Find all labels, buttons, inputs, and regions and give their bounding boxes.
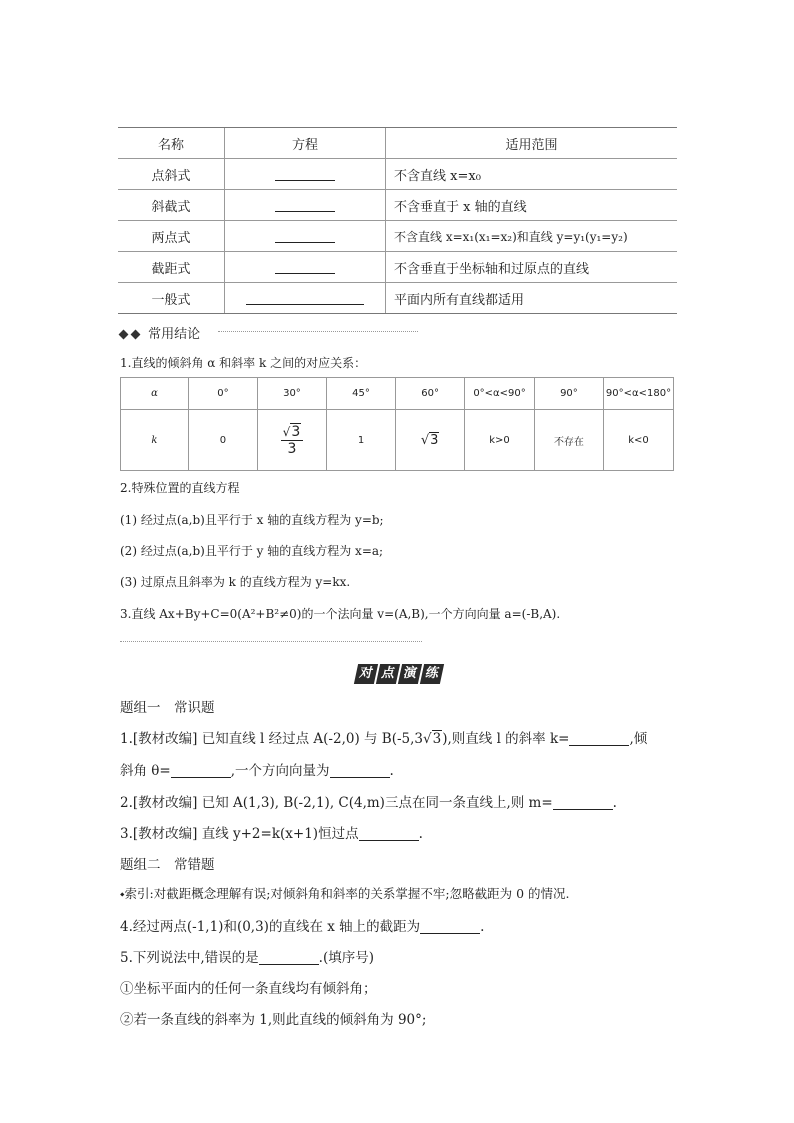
sqrt-sign: √ bbox=[420, 432, 430, 448]
question-5 bbox=[120, 946, 374, 966]
conclusion-1: 1.直线的倾斜角 α 和斜率 k 之间的对应关系： bbox=[120, 356, 367, 370]
cell: 60° bbox=[396, 378, 465, 410]
cell: 0° bbox=[188, 378, 257, 410]
fraction bbox=[281, 424, 304, 457]
banner-char: 演 bbox=[398, 664, 422, 684]
question-4-text: 4.经过两点(-1,1)和(0,3)的直线在 x 轴上的截距为 bbox=[120, 919, 421, 935]
cell: 90° bbox=[534, 378, 603, 410]
group-2-title: 题组二 常错题 bbox=[120, 857, 215, 873]
banner-char: 对 bbox=[354, 664, 378, 684]
table-row bbox=[118, 159, 677, 190]
cell: α bbox=[121, 378, 189, 410]
answer-blank[interactable] bbox=[171, 765, 231, 778]
cell: k>0 bbox=[465, 410, 535, 471]
cell: k bbox=[121, 410, 189, 471]
equation-blank[interactable] bbox=[225, 159, 386, 190]
hint-line: ⬩索引:对截距概念理解有误;对倾斜角和斜率的关系掌握不牢;忽略截距为 0 的情况. bbox=[120, 886, 570, 901]
table-header-row bbox=[118, 128, 677, 159]
question-3: 3.[教材改编] 直线 y+2=k(x+1)恒过点 . bbox=[120, 826, 423, 842]
question-1 bbox=[120, 727, 647, 747]
answer-blank[interactable] bbox=[553, 797, 613, 810]
table-row bbox=[118, 190, 677, 221]
header-equation: 方程 bbox=[225, 128, 386, 159]
sqrt-value: 3 bbox=[430, 432, 439, 448]
form-name: 斜截式 bbox=[118, 190, 225, 221]
cell: 0°<α<90° bbox=[465, 378, 535, 410]
question-5-text: 5.下列说法中,错误的是 bbox=[120, 950, 259, 966]
question-1-cont: 斜角 θ= ,一个方向向量为 . bbox=[120, 763, 394, 779]
option-1: ①坐标平面内的任何一条直线均有倾斜角； bbox=[120, 981, 377, 997]
banner-char: 点 bbox=[376, 664, 400, 684]
form-name: 两点式 bbox=[118, 221, 225, 252]
equation-blank[interactable] bbox=[225, 252, 386, 283]
cell: 0 bbox=[188, 410, 257, 471]
equation-blank[interactable] bbox=[225, 190, 386, 221]
question-2-text: 2.[教材改编] 已知 A(1,3), B(-2,1), C(4,m)三点在同一条直线上,则 m= bbox=[120, 795, 553, 811]
cell: 90°<α<180° bbox=[603, 378, 673, 410]
equation-blank[interactable] bbox=[225, 283, 386, 314]
special-line-1: (1) 经过点(a,b)且平行于 x 轴的直线方程为 y=b; bbox=[120, 513, 384, 527]
question-1-text-e: ,一个方向向量为 bbox=[230, 763, 330, 779]
question-1-text-b: ),则直线 l 的斜率 k= bbox=[442, 731, 570, 747]
question-1-text-d: 斜角 θ= bbox=[120, 763, 171, 779]
form-name: 一般式 bbox=[118, 283, 225, 314]
diamond-icon bbox=[131, 330, 141, 340]
form-scope: 不含直线 x=x₁(x₁=x₂)和直线 y=y₁(y₁=y₂) bbox=[386, 221, 678, 252]
answer-blank[interactable] bbox=[420, 921, 480, 934]
form-scope: 不含垂直于坐标轴和过原点的直线 bbox=[386, 252, 678, 283]
question-2: 2.[教材改编] 已知 A(1,3), B(-2,1), C(4,m)三点在同一条直线上,则 m= . bbox=[120, 795, 617, 811]
fraction-denominator: 3 bbox=[287, 440, 297, 457]
question-1-text-a: 1.[教材改编] 已知直线 l 经过点 A(-2,0) 与 B(-5,3 bbox=[120, 731, 424, 747]
section-heading bbox=[120, 323, 200, 342]
question-5-tail: .(填序号) bbox=[318, 950, 374, 966]
cell-fraction bbox=[257, 410, 326, 471]
table-row bbox=[118, 221, 677, 252]
question-4: 4.经过两点(-1,1)和(0,3)的直线在 x 轴上的截距为 . bbox=[120, 919, 485, 935]
header-scope: 适用范围 bbox=[386, 128, 678, 159]
fraction-numerator: 3 bbox=[291, 423, 301, 440]
conclusion-2: 2.特殊位置的直线方程 bbox=[120, 481, 240, 495]
special-line-2: (2) 经过点(a,b)且平行于 y 轴的直线方程为 x=a; bbox=[120, 544, 384, 558]
table-row bbox=[118, 252, 677, 283]
line-forms-table bbox=[118, 127, 677, 314]
form-name: 点斜式 bbox=[118, 159, 225, 190]
option-2: ②若一条直线的斜率为 1,则此直线的倾斜角为 90°; bbox=[120, 1012, 427, 1028]
question-1-text-c: ,倾 bbox=[629, 731, 648, 747]
cell: 1 bbox=[327, 410, 396, 471]
section-title: 常用结论 bbox=[148, 327, 201, 342]
equation-blank[interactable] bbox=[225, 221, 386, 252]
header-name: 名称 bbox=[118, 128, 225, 159]
form-name: 截距式 bbox=[118, 252, 225, 283]
diamond-icon bbox=[119, 330, 129, 340]
sqrt-sign: √ bbox=[282, 424, 291, 439]
cell: k<0 bbox=[603, 410, 673, 471]
slope-angle-table bbox=[120, 377, 674, 471]
form-scope: 平面内所有直线都适用 bbox=[386, 283, 678, 314]
table-row bbox=[121, 378, 674, 410]
cell-sqrt bbox=[396, 410, 465, 471]
table-row bbox=[118, 283, 677, 314]
answer-blank[interactable] bbox=[330, 765, 390, 778]
sqrt-value: 3 bbox=[432, 731, 442, 747]
question-3-text: 3.[教材改编] 直线 y+2=k(x+1)恒过点 bbox=[120, 826, 359, 842]
practice-banner bbox=[356, 664, 442, 684]
special-line-3: (3) 过原点且斜率为 k 的直线方程为 y=kx. bbox=[120, 575, 351, 589]
cell: 30° bbox=[257, 378, 326, 410]
form-scope: 不含垂直于 x 轴的直线 bbox=[386, 190, 678, 221]
banner-char: 练 bbox=[420, 664, 444, 684]
form-scope: 不含直线 x=x₀ bbox=[386, 159, 678, 190]
table-row bbox=[121, 410, 674, 471]
answer-blank[interactable] bbox=[359, 828, 419, 841]
dotted-divider bbox=[120, 641, 422, 642]
conclusion-3: 3.直线 Ax+By+C=0(A²+B²≠0)的一个法向量 v=(A,B),一个方向向量 a=(-B,A). bbox=[120, 607, 561, 621]
sqrt-sign: √ bbox=[423, 731, 432, 747]
answer-blank[interactable] bbox=[569, 733, 629, 746]
dotted-divider bbox=[218, 331, 418, 332]
cell: 不存在 bbox=[534, 410, 603, 471]
cell: 45° bbox=[327, 378, 396, 410]
answer-blank[interactable] bbox=[259, 952, 319, 965]
group-1-title: 题组一 常识题 bbox=[120, 700, 215, 716]
